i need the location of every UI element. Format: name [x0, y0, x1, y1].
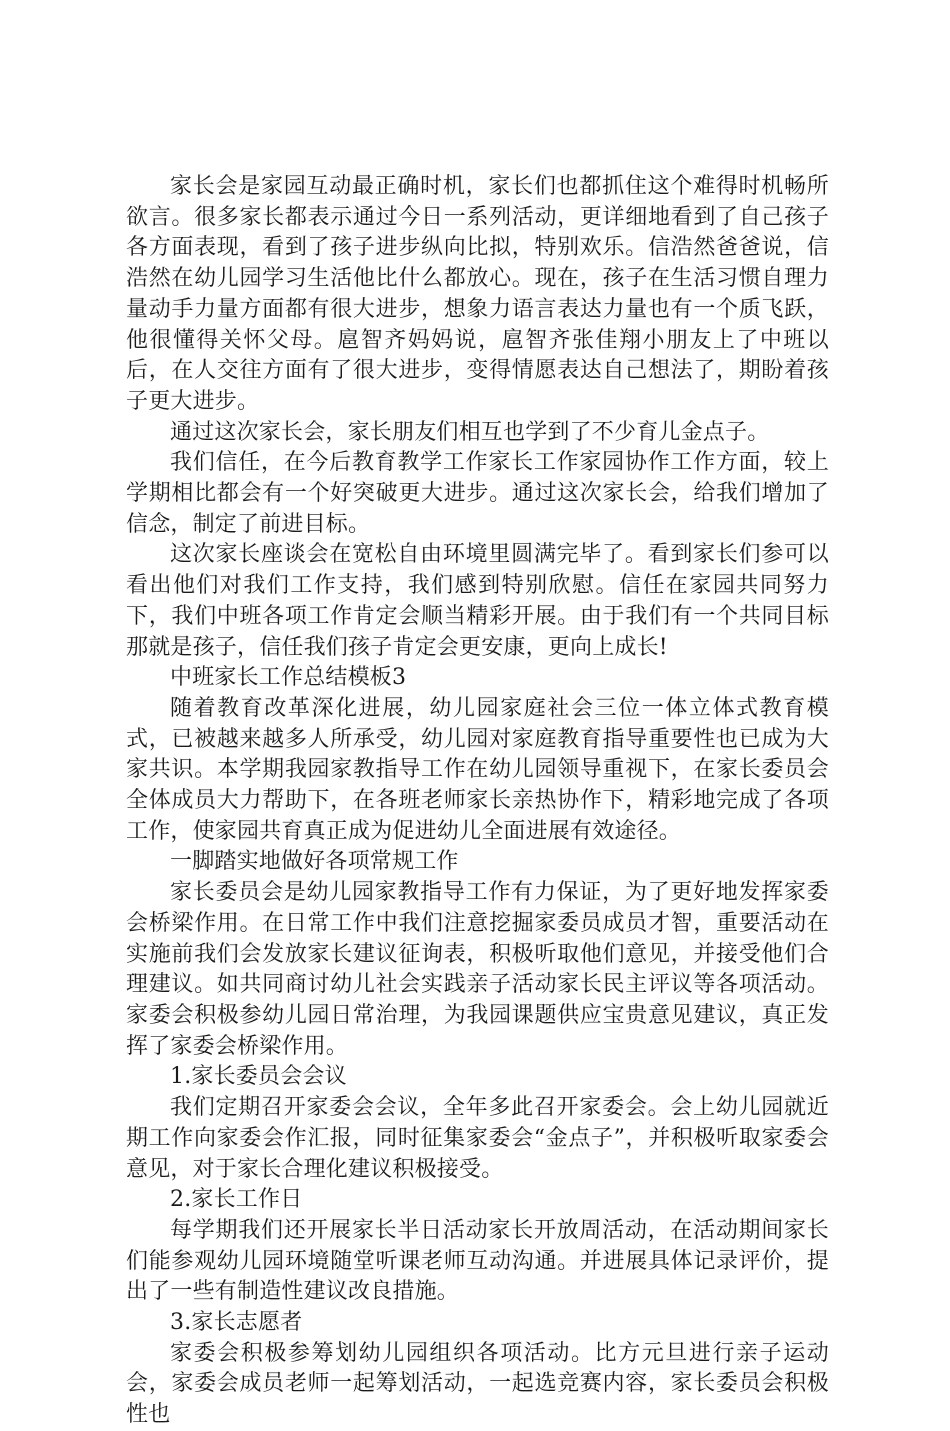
paragraph-volunteers-details: 家委会积极参筹划幼儿园组织各项活动。比方元旦进行亲子运动会，家委会成员老师一起筹划活动，一起选竞赛内容，家长委员会积极性也	[126, 1340, 829, 1428]
subheading-volunteers: 3.家长志愿者	[170, 1310, 303, 1336]
paragraph-learning: 通过这次家长会，家长朋友们相互也学到了不少育儿金点子。	[170, 419, 770, 445]
paragraph-belief: 我们信任，在今后教育教学工作家长工作家园协作工作方面，较上学期相比都会有一个好突破更大进步。通过这次家长会，给我们增加了信念，制定了前进目标。	[126, 450, 829, 537]
section-heading-routine-work: 一脚踏实地做好各项常规工作	[170, 849, 459, 875]
paragraph-committee: 家长委员会是幼儿园家教指导工作有力保证，为了更好地发挥家委会桥梁作用。在日常工作中我们注意挖掘家委员成员才智，重要活动在实施前我们会发放家长建议征询表，积极听取他们意见，并接受他们合理建议。如共同商讨幼儿社会实践亲子活动家长民主评议等各项活动。家委会积极参幼儿园日常治理，为我园课题供应宝贵意见建议，真正发挥了家委会桥梁作用。	[126, 880, 829, 1059]
subheading-parent-workday: 2.家长工作日	[170, 1187, 303, 1213]
paragraph-education-reform: 随着教育改革深化进展，幼儿园家庭社会三位一体立体式教育模式，已被越来越多人所承受，幼儿园对家庭教育指导重要性也已成为大家共识。本学期我园家教指导工作在幼儿园领导重视下，在家长委员会全体成员大力帮助下，在各班老师家长亲热协作下，精彩地完成了各项工作，使家园共育真正成为促进幼儿全面进展有效途径。	[126, 695, 829, 844]
subheading-committee-meeting: 1.家长委员会会议	[170, 1064, 347, 1090]
paragraph-parent-meeting: 家长会是家园互动最正确时机，家长们也都抓住这个难得时机畅所欲言。很多家长都表示通过今日一系列活动，更详细地看到了自己孩子各方面表现，看到了孩子进步纵向比拟，特别欢乐。信浩然爸爸说，信浩然在幼儿园学习生活他比什么都放心。现在，孩子在生活习惯自理力量动手力量方面都有很大进步，想象力语言表达力量也有一个质飞跃，他很懂得关怀父母。扈智齐妈妈说，扈智齐张佳翔小朋友上了中班以后，在人交往方面有了很大进步，变得情愿表达自己想法了，期盼着孩子更大进步。	[126, 174, 829, 414]
paragraph-workday-details: 每学期我们还开展家长半日活动家长开放周活动，在活动期间家长们能参观幼儿园环境随堂听课老师互动沟通。并进展具体记录评价，提出了一些有制造性建议改良措施。	[126, 1217, 829, 1305]
paragraph-meeting-details: 我们定期召开家委会会议，全年多此召开家委会。会上幼儿园就近期工作向家委会作汇报，同时征集家委会“金点子”，并积极听取家委会意见，对于家长合理化建议积极接受。	[126, 1095, 829, 1182]
paragraph-conclusion: 这次家长座谈会在宽松自由环境里圆满完毕了。看到家长们参可以看出他们对我们工作支持，我们感到特别欣慰。信任在家园共同努力下，我们中班各项工作肯定会顺当精彩开展。由于我们有一个共同目标那就是孩子，信任我们孩子肯定会更安康，更向上成长!	[126, 542, 829, 660]
section-title-template-3: 中班家长工作总结模板3	[170, 665, 407, 691]
document-page	[126, 172, 829, 1431]
